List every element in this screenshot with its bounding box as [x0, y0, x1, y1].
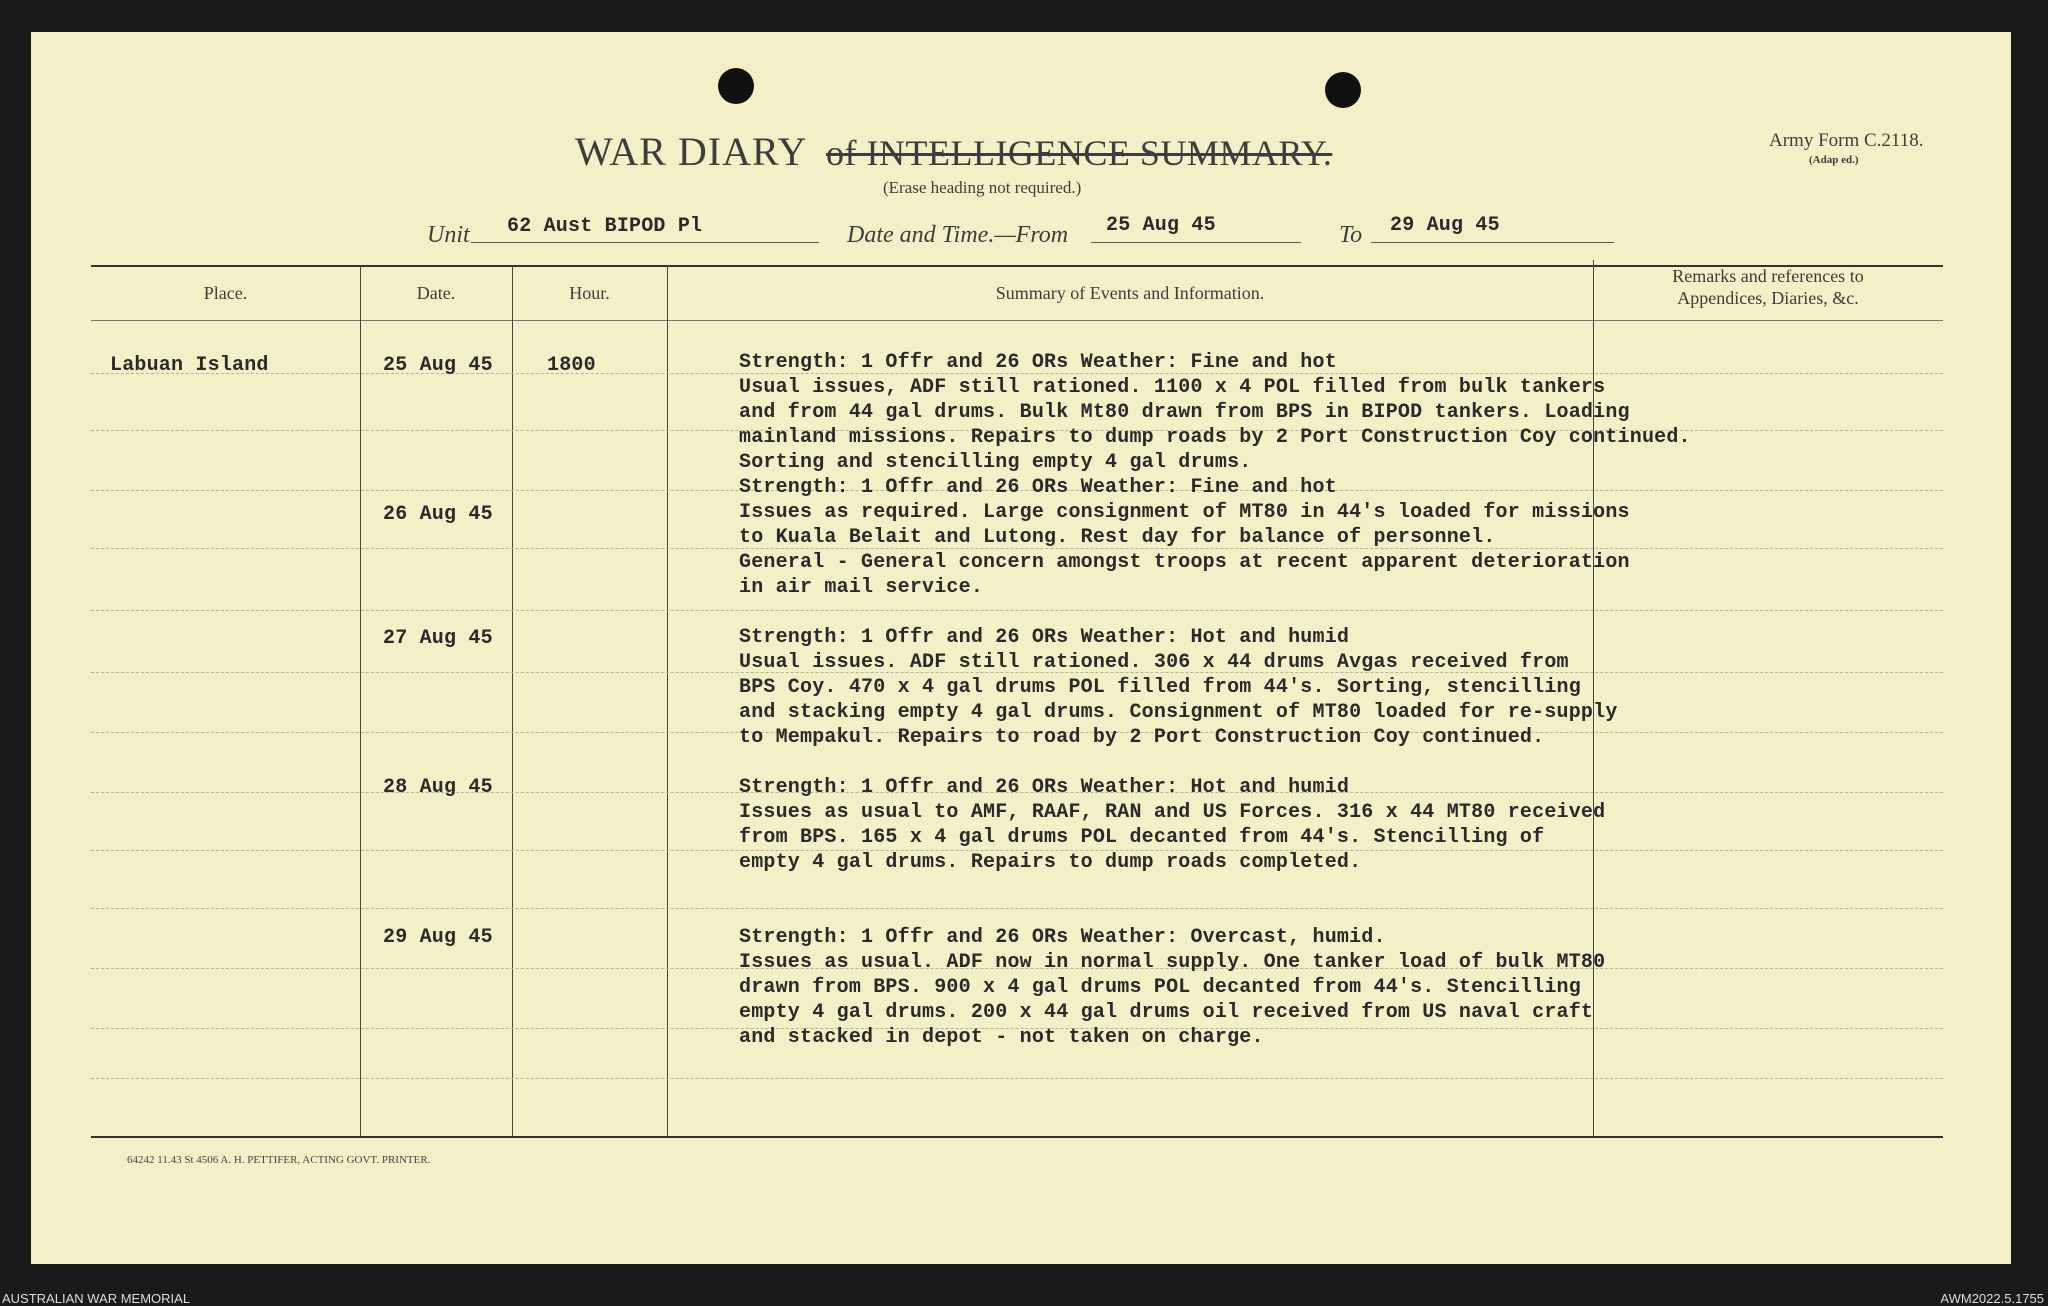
summary-line: BPS Coy. 470 x 4 gal drums POL filled from 44's. Sorting, stencilling: [739, 676, 1581, 699]
punch-hole: [1325, 72, 1361, 108]
ruled-line: [91, 1078, 1943, 1079]
from-underline: [1091, 242, 1301, 243]
col-divider: [360, 265, 361, 1136]
army-form-label: Army Form C.2118.: [1769, 130, 1924, 151]
ruled-line: [91, 610, 1943, 611]
summary-line: and stacking empty 4 gal drums. Consignment of MT80 loaded for re-supply: [739, 701, 1618, 724]
summary-line: Strength: 1 Offr and 26 ORs Weather: Fine and hot: [739, 476, 1337, 499]
col-divider: [667, 265, 668, 1136]
col-header-summary: Summary of Events and Information.: [995, 283, 1265, 303]
diary-title: WAR DIARY: [575, 129, 808, 174]
summary-line: and stacked in depot - not taken on charge.: [739, 1026, 1264, 1049]
col-header-remarks-2: Appendices, Diaries, &c.: [1677, 288, 1859, 308]
entry-date: 28 Aug 45: [383, 776, 493, 799]
entry-summary: [739, 350, 1739, 475]
summary-line: Issues as usual. ADF now in normal supply. One tanker load of bulk MT80: [739, 951, 1606, 974]
col-header-place: Place.: [203, 283, 248, 303]
unit-value: 62 Aust BIPOD Pl: [507, 215, 703, 238]
entry-hour: 1800: [547, 354, 596, 377]
summary-line: Usual issues, ADF still rationed. 1100 x 4 POL filled from bulk tankers: [739, 376, 1606, 399]
entry-summary: [739, 625, 1739, 750]
from-date-value: 25 Aug 45: [1106, 214, 1216, 237]
summary-line: to Mempakul. Repairs to road by 2 Port Construction Coy continued.: [739, 726, 1545, 749]
summary-line: Strength: 1 Offr and 26 ORs Weather: Hot and humid: [739, 776, 1350, 799]
to-underline: [1371, 242, 1614, 243]
summary-line: General - General concern amongst troops at recent apparent deterioration: [739, 551, 1630, 574]
summary-line: drawn from BPS. 900 x 4 gal drums POL decanted from 44's. Stencilling: [739, 976, 1581, 999]
table-bottom-rule: [91, 1136, 1943, 1138]
summary-line: Strength: 1 Offr and 26 ORs Weather: Overcast, humid.: [739, 926, 1386, 949]
summary-line: and from 44 gal drums. Bulk Mt80 drawn from BPS in BIPOD tankers. Loading: [739, 401, 1630, 424]
punch-hole: [718, 68, 754, 104]
entry-date: 27 Aug 45: [383, 627, 493, 650]
archive-footer-right: AWM2022.5.1755: [1940, 1291, 2044, 1306]
to-label: To: [1339, 222, 1363, 248]
unit-label: Unit: [427, 222, 470, 248]
summary-line: Strength: 1 Offr and 26 ORs Weather: Hot and humid: [739, 626, 1350, 649]
summary-line: in air mail service.: [739, 576, 984, 599]
col-header-hour: Hour.: [569, 283, 610, 303]
summary-line: Usual issues. ADF still rationed. 306 x 44 drums Avgas received from: [739, 651, 1569, 674]
summary-line: Sorting and stencilling empty 4 gal drums.: [739, 451, 1252, 474]
diary-page: [31, 32, 2011, 1264]
archive-footer-left: AUSTRALIAN WAR MEMORIAL: [2, 1291, 191, 1306]
summary-line: Strength: 1 Offr and 26 ORs Weather: Fine and hot: [739, 351, 1337, 374]
entry-date: 25 Aug 45: [383, 354, 493, 377]
erase-note: (Erase heading not required.): [883, 178, 1082, 197]
header-rule: [91, 320, 1943, 321]
col-header-remarks: Remarks and references to: [1672, 266, 1864, 286]
unit-underline: [471, 242, 819, 243]
entry-date: 26 Aug 45: [383, 503, 493, 526]
summary-line: empty 4 gal drums. Repairs to dump roads completed.: [739, 851, 1362, 874]
col-divider: [512, 265, 513, 1136]
to-date-value: 29 Aug 45: [1390, 214, 1500, 237]
army-form-sub: (Adap ed.): [1809, 154, 1859, 166]
col-header-date: Date.: [416, 283, 456, 303]
summary-line: Issues as required. Large consignment of MT80 in 44's loaded for missions: [739, 501, 1630, 524]
ruled-line: [91, 908, 1943, 909]
entry-date: 29 Aug 45: [383, 926, 493, 949]
place-value: Labuan Island: [110, 354, 269, 377]
struck-heading: of INTELLIGENCE SUMMARY.: [826, 133, 1333, 173]
summary-line: mainland missions. Repairs to dump roads by 2 Port Construction Coy continued.: [739, 426, 1691, 449]
summary-line: to Kuala Belait and Lutong. Rest day for balance of personnel.: [739, 526, 1496, 549]
entry-summary: [739, 775, 1739, 875]
entry-summary: [739, 925, 1739, 1050]
printer-imprint: 64242 11.43 St 4506 A. H. PETTIFER, ACTING GOVT. PRINTER.: [127, 1154, 431, 1166]
summary-line: from BPS. 165 x 4 gal drums POL decanted from 44's. Stencilling of: [739, 826, 1545, 849]
summary-line: empty 4 gal drums. 200 x 44 gal drums oil received from US naval craft: [739, 1001, 1594, 1024]
summary-line: Issues as usual to AMF, RAAF, RAN and US Forces. 316 x 44 MT80 received: [739, 801, 1606, 824]
date-time-label: Date and Time.—From: [847, 222, 1069, 248]
entry-summary: [739, 475, 1739, 600]
